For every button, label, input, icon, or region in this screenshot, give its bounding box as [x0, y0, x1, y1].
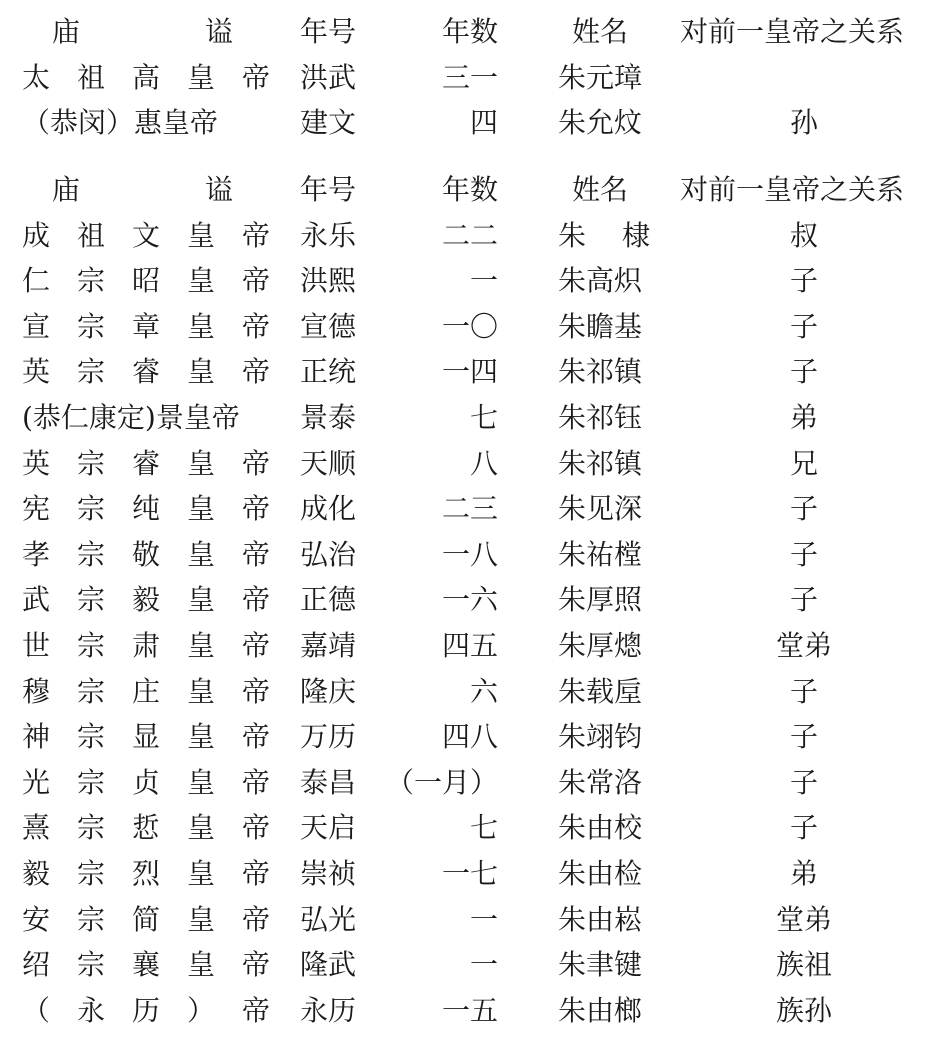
reign-years: 一 [469, 264, 498, 298]
personal-name: 朱元璋 [558, 60, 643, 94]
header-row [0, 170, 951, 210]
personal-name: 朱由榔 [558, 993, 643, 1027]
personal-name: 朱祁钰 [558, 401, 643, 434]
table-row [0, 763, 951, 803]
personal-name: 朱载垕 [558, 674, 643, 708]
relation: 子 [789, 537, 818, 571]
era-name: 天顺 [300, 446, 357, 480]
reign-years: 一 [469, 902, 498, 936]
reign-years: 一六 [441, 583, 498, 617]
header-posthumous: 谥 [205, 173, 234, 206]
era-name: 成化 [300, 492, 357, 526]
personal-name: 朱厚照 [558, 583, 643, 617]
reign-years: 三一 [441, 60, 498, 94]
table-row [0, 444, 951, 484]
temple-title: 安宗简皇帝 [22, 902, 270, 936]
reign-years: 六 [469, 674, 498, 708]
temple-title: 成祖文皇帝 [22, 218, 270, 252]
header-relation: 对前一皇帝之关系 [680, 15, 905, 48]
relation: 族孙 [775, 993, 832, 1027]
table-row [0, 808, 951, 848]
relation: 子 [789, 492, 818, 526]
personal-name: 朱祁镇 [558, 446, 643, 480]
temple-title: 熹宗悊皇帝 [22, 811, 270, 845]
reign-years: 一 [469, 948, 498, 982]
relation: 弟 [789, 401, 818, 434]
table-row [0, 261, 951, 301]
temple-title: 穆宗庄皇帝 [22, 674, 270, 708]
header-name: 姓名 [572, 15, 629, 48]
relation: 子 [789, 583, 818, 617]
relation: 弟 [789, 857, 818, 890]
relation: 子 [789, 811, 818, 845]
header-era: 年号 [300, 15, 357, 48]
table-row [0, 489, 951, 529]
era-name: 隆武 [300, 948, 357, 982]
temple-title: (恭仁康定)景皇帝 [22, 401, 240, 434]
table-row [0, 580, 951, 620]
temple-title: 武宗毅皇帝 [22, 583, 270, 617]
temple-title: 世宗肃皇帝 [22, 629, 270, 662]
table-row [0, 398, 951, 438]
header-name: 姓名 [572, 173, 629, 206]
table-row [0, 103, 951, 143]
temple-title: 神宗显皇帝 [22, 720, 270, 754]
era-name: 宣德 [300, 309, 357, 343]
table-row [0, 216, 951, 256]
era-name: 正德 [300, 583, 357, 617]
header-temple: 庙 [52, 15, 81, 48]
personal-name: 朱聿键 [558, 948, 643, 982]
relation: 子 [789, 720, 818, 754]
temple-title: 仁宗昭皇帝 [22, 264, 270, 298]
relation: 子 [789, 309, 818, 343]
reign-years: 一五 [441, 993, 498, 1027]
temple-title: 英宗睿皇帝 [22, 355, 270, 389]
table-row [0, 945, 951, 985]
table-row [0, 717, 951, 757]
header-posthumous: 谥 [205, 15, 234, 48]
header-relation: 对前一皇帝之关系 [680, 173, 905, 206]
personal-name: 朱允炆 [558, 106, 643, 140]
reign-years: 七 [469, 401, 498, 434]
reign-years: 二二 [441, 218, 498, 252]
table-row [0, 626, 951, 666]
table-row [0, 352, 951, 392]
relation: 子 [789, 674, 818, 708]
table-row [0, 854, 951, 894]
temple-title: （恭闵）惠皇帝 [22, 106, 219, 140]
table-row [0, 58, 951, 98]
header-years: 年数 [441, 15, 498, 48]
personal-name: 朱常洛 [558, 765, 643, 799]
table-row [0, 672, 951, 712]
era-name: 正统 [300, 355, 357, 389]
era-name: 景泰 [300, 401, 357, 434]
temple-title: 绍宗襄皇帝 [22, 948, 270, 982]
era-name: 洪熙 [300, 264, 357, 298]
reign-years: 四八 [441, 720, 498, 754]
reign-years: 七 [469, 811, 498, 845]
era-name: 永乐 [300, 218, 357, 252]
era-name: 崇祯 [300, 857, 357, 890]
temple-title: 英宗睿皇帝 [22, 446, 270, 480]
table-row [0, 535, 951, 575]
era-name: 嘉靖 [300, 629, 357, 662]
personal-name: 朱祐樘 [558, 537, 643, 571]
era-name: 弘光 [300, 902, 357, 936]
relation: 子 [789, 264, 818, 298]
relation: 堂弟 [775, 629, 832, 662]
era-name: 万历 [300, 720, 357, 754]
relation: 子 [789, 765, 818, 799]
personal-name: 朱高炽 [558, 264, 643, 298]
table-row [0, 900, 951, 940]
personal-name: 朱翊钧 [558, 720, 643, 754]
reign-years: 一四 [441, 355, 498, 389]
personal-name: 朱厚熜 [558, 629, 643, 662]
temple-title: 太祖高皇帝 [22, 60, 270, 94]
temple-title: 光宗贞皇帝 [22, 765, 270, 799]
table-row [0, 307, 951, 347]
personal-name: 朱由崧 [558, 902, 643, 936]
temple-title: 孝宗敬皇帝 [22, 537, 270, 571]
relation: 孙 [789, 106, 818, 140]
personal-name: 朱瞻基 [558, 309, 643, 343]
header-row [0, 12, 951, 52]
relation: 族祖 [775, 948, 832, 982]
table-row [0, 991, 951, 1031]
personal-name: 朱由校 [558, 811, 643, 845]
reign-years: 一〇 [441, 309, 498, 343]
relation: 子 [789, 355, 818, 389]
relation: 堂弟 [775, 902, 832, 936]
temple-title: 宣宗章皇帝 [22, 309, 270, 343]
personal-name: 朱见深 [558, 492, 643, 526]
relation [680, 58, 928, 98]
era-name: 泰昌 [300, 765, 357, 799]
reign-years: 二三 [441, 492, 498, 526]
personal-name: 朱棣 [558, 218, 650, 252]
era-name: 天启 [300, 811, 357, 845]
relation: 兄 [789, 446, 818, 480]
temple-title: 毅宗烈皇帝 [22, 857, 270, 890]
era-name: 洪武 [300, 60, 357, 94]
temple-title: 宪宗纯皇帝 [22, 492, 270, 526]
header-temple: 庙 [52, 173, 81, 206]
reign-years: 八 [469, 446, 498, 480]
reign-years: 四五 [441, 629, 498, 662]
relation: 叔 [789, 218, 818, 252]
era-name: 隆庆 [300, 674, 357, 708]
temple-title: （永历）帝 [22, 993, 270, 1027]
reign-years: 一八 [441, 537, 498, 571]
personal-name: 朱祁镇 [558, 355, 643, 389]
reign-years: （一月） [385, 765, 498, 799]
reign-years: 四 [469, 106, 498, 140]
personal-name: 朱由检 [558, 857, 643, 890]
header-era: 年号 [300, 173, 357, 206]
era-name: 建文 [300, 106, 357, 140]
reign-years: 一七 [441, 857, 498, 890]
era-name: 永历 [300, 993, 357, 1027]
header-years: 年数 [441, 173, 498, 206]
era-name: 弘治 [300, 537, 357, 571]
